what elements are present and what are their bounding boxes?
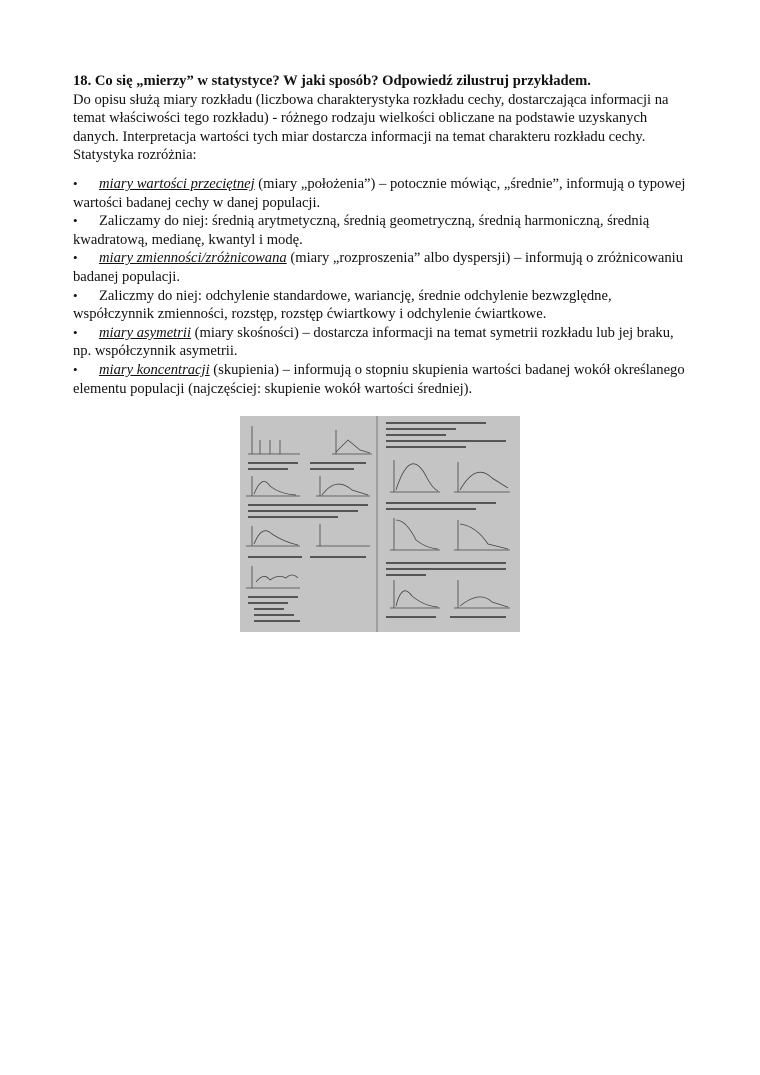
- bullet-list: [73, 175, 693, 398]
- bullet-symbol: •: [73, 175, 78, 191]
- scanned-textbook-image: [240, 416, 520, 632]
- bullet-text: (miary skośności) – dostarcza informacji na temat symetrii rozkładu lub jej braku, np. współczynnik asymetrii.: [73, 324, 674, 360]
- question-heading: 18. Co się „mierzy” w statystyce? W jaki sposób? Odpowiedź zilustruj przykładem.: [73, 73, 591, 89]
- bullet-symbol: •: [73, 361, 78, 377]
- intro-paragraph: Do opisu służą miary rozkładu (liczbowa charakterystyka rozkładu cechy, dostarczająca informacji na temat właściwości tego rozkładu) - różnego rodzaju wielkości obliczane na podstawie uzyskanych danych. Interpretacja wartości tych miar dostarcza informacji na temat charakteru rozkładu cechy.: [73, 91, 669, 145]
- bullet-term: miary asymetrii: [99, 324, 192, 341]
- bullet-item: [73, 287, 693, 324]
- bullet-symbol: •: [73, 287, 78, 303]
- bullet-item: [73, 249, 693, 286]
- bullet-text: Zaliczamy do niej: średnią arytmetyczną, średnią geometryczną, średnią harmoniczną, średnią kwadratową, medianę, kwantyl i modę.: [73, 213, 650, 248]
- bullet-text: (skupienia) – informują o stopniu skupienia wartości badanej wokół określanego elementu populacji (najczęściej: skupienie wokół wartości średniej).: [73, 361, 685, 397]
- bullet-term: miary zmienności/zróżnicowana: [99, 250, 287, 267]
- bullet-item: [73, 324, 693, 361]
- document-body: [73, 72, 693, 398]
- bullet-text: (miary „położenia”) – potocznie mówiąc, „średnie”, informują o typowej wartości badanej cechy w danej populacji.: [73, 175, 686, 211]
- bullet-text: (miary „rozproszenia” albo dyspersji) – informują o zróżnicowaniu badanej populacji.: [73, 250, 684, 285]
- bullet-term: miary koncentracji: [99, 361, 210, 378]
- bullet-item: [73, 361, 693, 398]
- bullet-symbol: •: [73, 213, 78, 229]
- bullet-symbol: •: [73, 324, 78, 340]
- subhead: Statystyka rozróżnia:: [73, 147, 197, 164]
- bullet-item: [73, 175, 693, 212]
- bullet-text: Zaliczmy do niej: odchylenie standardowe, wariancję, średnie odchylenie bezwzględne, współczynnik zmienności, rozstęp, rozstęp ćwiartkowy i odchylenie ćwiartkowe.: [73, 287, 612, 323]
- bullet-item: [73, 212, 693, 249]
- bullet-term: miary wartości przeciętnej: [99, 175, 255, 192]
- bullet-symbol: •: [73, 250, 78, 266]
- scanned-pages-illustration: [240, 416, 520, 632]
